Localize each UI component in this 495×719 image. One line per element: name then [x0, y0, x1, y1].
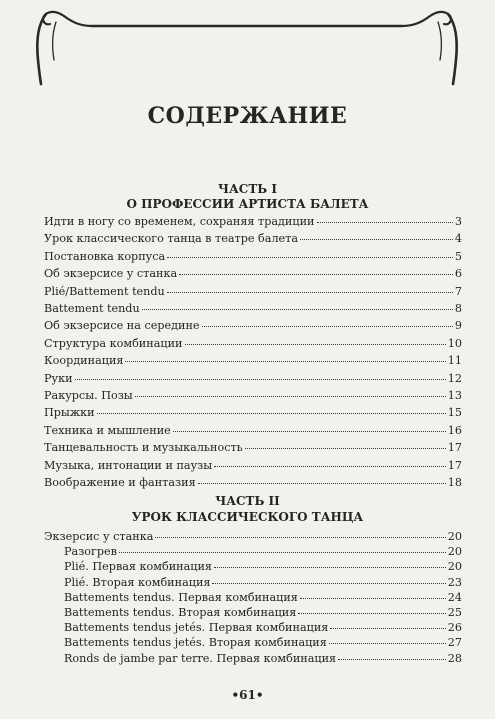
- toc-entry: [44, 441, 462, 457]
- toc-entry-page: 8: [454, 302, 462, 315]
- dot-leader: [135, 396, 446, 397]
- dot-leader: [173, 431, 446, 432]
- toc-entry-page: 26: [447, 621, 462, 635]
- toc-entry-title: Прыжки: [44, 406, 95, 420]
- page-title: СОДЕРЖАНИЕ: [147, 103, 348, 129]
- toc-entry-page: 23: [447, 575, 462, 589]
- toc-entry-page: 18: [447, 476, 462, 489]
- toc-entry-page: 15: [447, 406, 462, 420]
- dot-leader: [75, 379, 446, 380]
- toc-entry-title: Ракурсы. Позы: [44, 389, 133, 402]
- toc-entry-page: 4: [454, 232, 462, 246]
- part2-name: УРОК КЛАССИЧЕСКОГО ТАНЦА: [131, 510, 364, 524]
- dot-leader: [298, 613, 445, 614]
- toc-entry-page: 27: [447, 636, 462, 650]
- toc-entry-page: 17: [447, 458, 462, 472]
- dot-leader: [179, 274, 453, 275]
- toc-entry-title: Ronds de jambe par terre. Первая комбинация: [64, 651, 337, 665]
- toc-entry-title: Музыка, интонации и паузы: [44, 458, 213, 472]
- toc-entry: [44, 319, 462, 335]
- dot-leader: [185, 344, 446, 345]
- toc-entry-page: 10: [447, 336, 462, 350]
- dot-leader: [300, 598, 446, 599]
- dot-leader: [198, 483, 446, 484]
- toc-entry: [44, 372, 462, 388]
- toc-entry-page: 20: [447, 530, 462, 543]
- toc-entry-title: Идти в ногу со временем, сохраняя традиции: [44, 215, 315, 228]
- toc-entry: [64, 606, 462, 622]
- toc-entry-page: 3: [454, 215, 462, 228]
- toc-entry-title: Техника и мышление: [44, 423, 171, 437]
- toc-entry: [64, 545, 462, 561]
- toc-entry-page: 5: [454, 249, 462, 263]
- dot-leader: [142, 309, 453, 310]
- toc-entry-title: Танцевальность и музыкальность: [44, 441, 243, 455]
- toc-entry-page: 11: [447, 354, 462, 368]
- toc-entry: [44, 354, 462, 370]
- toc-entry-title: Об экзерсисе на середине: [44, 319, 200, 333]
- toc-entry: [44, 530, 462, 546]
- toc-entry: [44, 337, 462, 353]
- decorative-frame-ornament: [0, 0, 495, 90]
- part1-label: ЧАСТЬ I: [218, 182, 277, 196]
- dot-leader: [119, 552, 446, 553]
- toc-entry-page: 17: [447, 441, 462, 455]
- toc-entry: [64, 652, 462, 668]
- toc-entry: [44, 476, 462, 492]
- dot-leader: [97, 413, 446, 414]
- toc-entry: [64, 576, 462, 592]
- toc-entry: [44, 424, 462, 440]
- toc-entry-title: Координация: [44, 354, 124, 368]
- part1-name: О ПРОФЕССИИ АРТИСТА БАЛЕТА: [126, 197, 369, 211]
- toc-entry: [64, 636, 462, 652]
- toc-entry: [64, 560, 462, 576]
- toc-entry: [44, 459, 462, 475]
- toc-entry-page: 13: [447, 389, 462, 402]
- toc-entry-title: Plié. Первая комбинация: [64, 560, 212, 574]
- dot-leader: [338, 659, 446, 660]
- dot-leader: [214, 466, 446, 467]
- dot-leader: [300, 239, 453, 240]
- toc-entry: [44, 302, 462, 318]
- toc-entry-title: Plié. Вторая комбинация: [64, 575, 211, 589]
- toc-entry-page: 25: [447, 606, 462, 619]
- toc-entry-page: 9: [454, 319, 462, 333]
- toc-entry-title: Воображение и фантазия: [44, 476, 196, 489]
- toc-entry-page: 28: [447, 651, 462, 665]
- toc-entry-title: Battements tendus jetés. Первая комбинация: [64, 621, 329, 635]
- toc-entry-title: Battements tendus. Вторая комбинация: [64, 606, 297, 619]
- toc-entry-page: 20: [447, 545, 462, 559]
- dot-leader: [155, 537, 445, 538]
- toc-entry: [44, 285, 462, 301]
- toc-entry-page: 12: [447, 371, 462, 385]
- dot-leader: [125, 361, 445, 362]
- toc-entry-title: Структура комбинации: [44, 336, 183, 350]
- toc-entry: [64, 621, 462, 637]
- dot-leader: [330, 628, 445, 629]
- toc-entry: [44, 406, 462, 422]
- dot-leader: [167, 292, 453, 293]
- toc-entry-title: Plié/Battement tendu: [44, 284, 165, 298]
- page-number: •61•: [231, 688, 264, 702]
- dot-leader: [202, 326, 453, 327]
- toc-entry-title: Battements tendus jetés. Вторая комбинация: [64, 636, 327, 650]
- toc-entry-title: Разогрев: [64, 545, 117, 559]
- toc-entry-title: Экзерсис у станка: [44, 530, 154, 543]
- toc-entry: [44, 250, 462, 266]
- toc-entry: [44, 232, 462, 248]
- toc-entry-title: Руки: [44, 371, 73, 385]
- toc-entry: [44, 389, 462, 405]
- toc-entry: [44, 267, 462, 283]
- dot-leader: [317, 222, 453, 223]
- toc-entry-title: Battement tendu: [44, 302, 140, 315]
- toc-entry-title: Battements tendus. Первая комбинация: [64, 590, 298, 604]
- toc-entry-title: Постановка корпуса: [44, 249, 166, 263]
- toc-entry-page: 6: [454, 267, 462, 281]
- toc-entry-page: 16: [447, 423, 462, 437]
- toc-entry: [44, 215, 462, 231]
- part2-label: ЧАСТЬ II: [215, 494, 280, 508]
- toc-entry-page: 20: [447, 560, 462, 574]
- dot-leader: [214, 567, 446, 568]
- dot-leader: [212, 583, 445, 584]
- dot-leader: [245, 448, 446, 449]
- dot-leader: [167, 257, 453, 258]
- toc-entry: [64, 591, 462, 607]
- toc-entry-page: 7: [454, 284, 462, 298]
- toc-entry-title: Урок классического танца в театре балета: [44, 232, 299, 246]
- dot-leader: [329, 643, 446, 644]
- toc-entry-page: 24: [447, 590, 462, 604]
- toc-entry-title: Об экзерсисе у станка: [44, 267, 178, 281]
